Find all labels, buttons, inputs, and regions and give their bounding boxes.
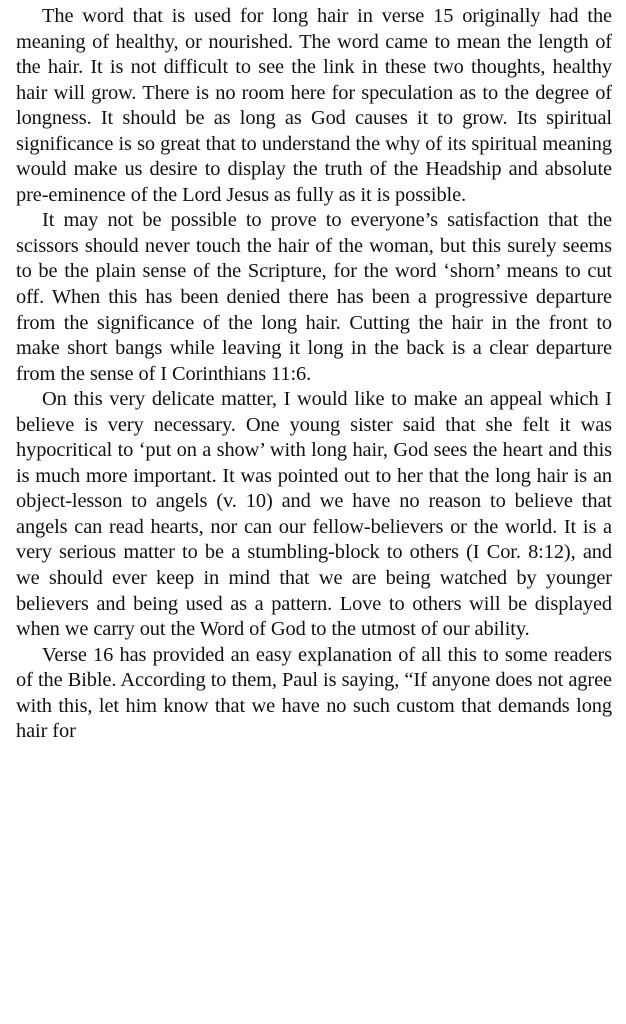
paragraph-scissors: It may not be possible to prove to everyone’s satisfaction that the scissors should never touch the hair of the woman, but this surely seems to be the plain sense of the Scripture, for the word ‘shorn’ means to cut off. When this has been denied there has been a progressive departure from the significance of the long hair. Cutting the hair in the front to make short bangs while leaving it long in the back is a clear departure from the sense of I Corinthians 11:6. (16, 209, 612, 385)
paragraph-long-hair-meaning: The word that is used for long hair in verse 15 originally had the meaning of healthy, or nourished. The word came to mean the length of the hair. It is not difficult to see the link in these two thoughts, healthy hair will grow. There is no room here for speculation as to the degree of longness. It should be as long as God causes it to grow. Its spiritual significance is so great that to understand the why of its spiritual meaning would make us desire to display the truth of the Headship and absolute pre-eminence of the Lord Jesus as fully as it is possible. (16, 5, 612, 206)
document-page (16, 4, 612, 745)
paragraph-appeal: On this very delicate matter, I would like to make an appeal which I believe is very necessary. One young sister said that she felt it was hypocritical to ‘put on a show’ with long hair, God sees the heart and this is much more important. It was pointed out to her that the long hair is an object-lesson to angels (v. 10) and we have no reason to believe that angels can read hearts, nor can our fellow-believers or the world. It is a very serious matter to be a stumbling-block to others (I Cor. 8:12), and we should ever keep in mind that we are being watched by younger believers and being used as a pattern. Love to others will be displayed when we carry out the Word of God to the utmost of our ability. (16, 388, 612, 641)
paragraph-verse-16: Verse 16 has provided an easy explanation of all this to some readers of the Bible. According to them, Paul is saying, “If anyone does not agree with this, let him know that we have no such custom that demands long hair for (16, 643, 612, 743)
